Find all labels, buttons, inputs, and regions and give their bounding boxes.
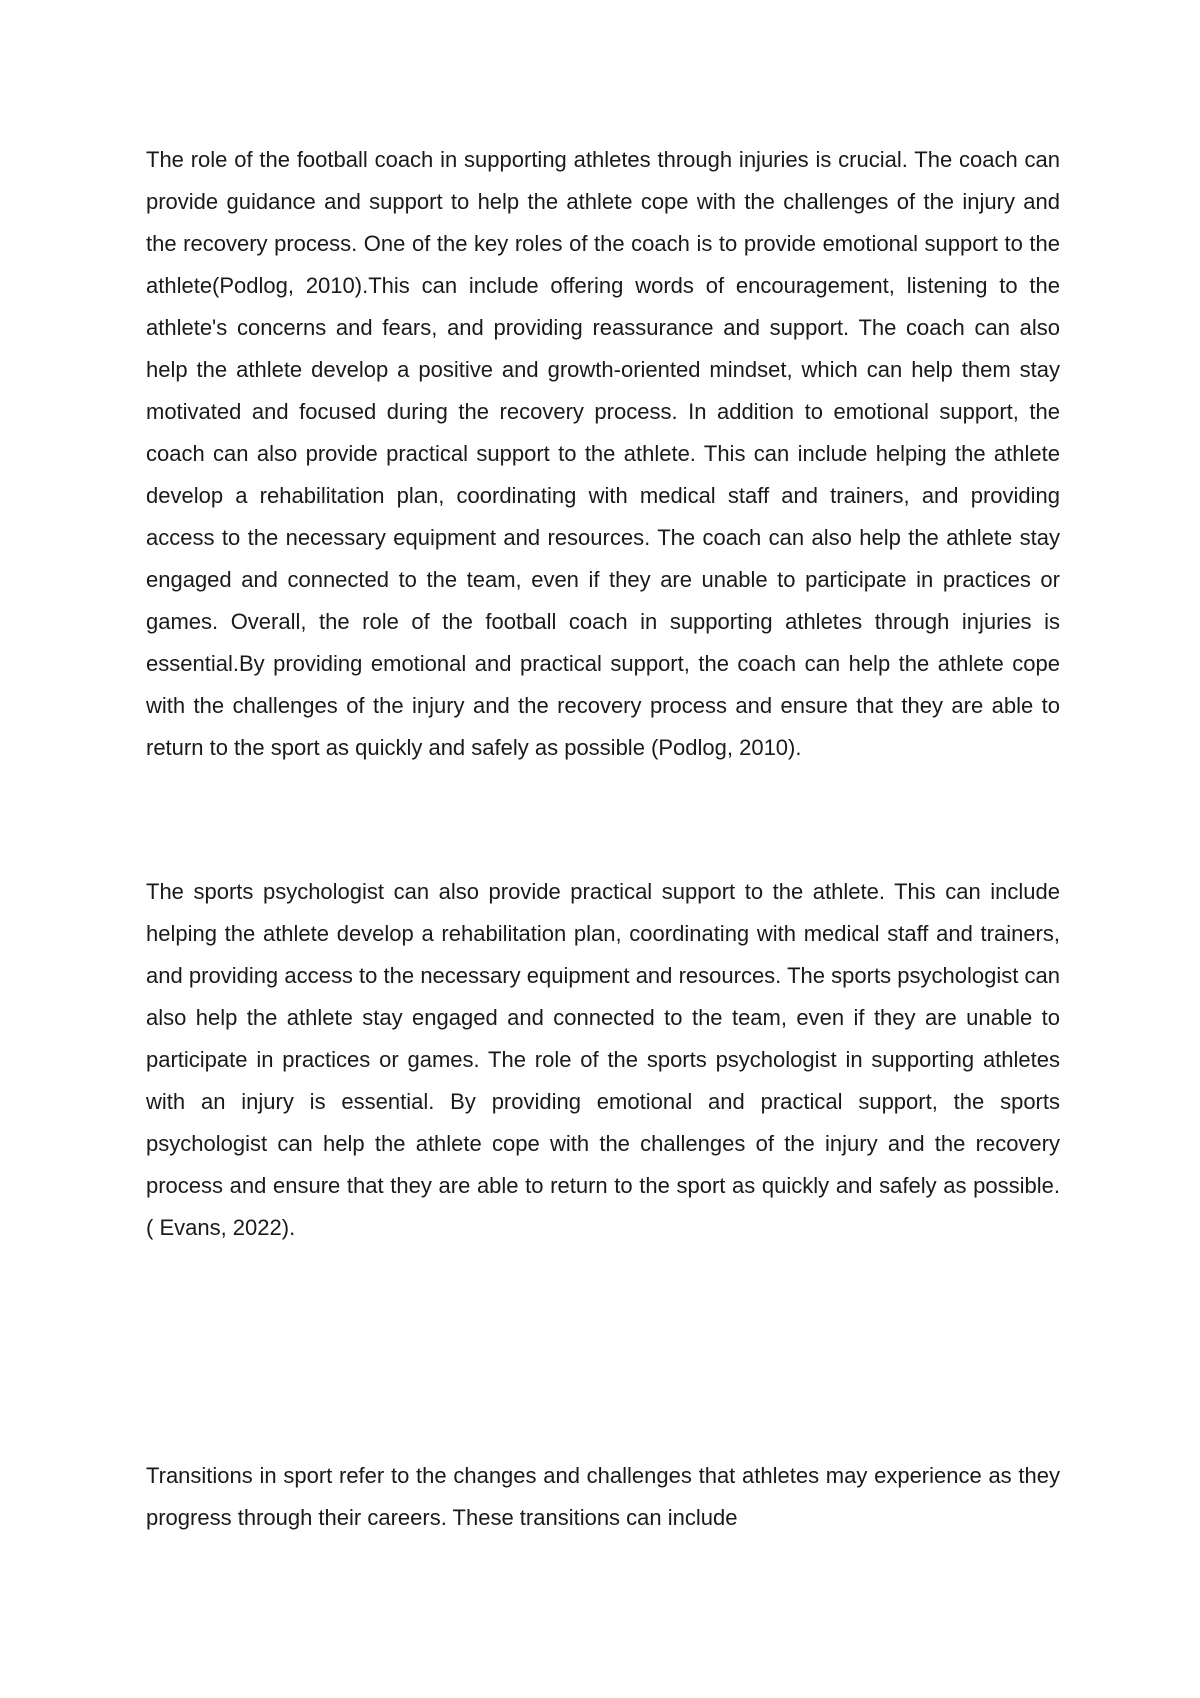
paragraph-sports-psychologist-role: The sports psychologist can also provide practical support to the athlete. This can include helping the athlete develop a rehabilitation plan, coordinating with medical staff and trainers, and providing access to the necessary equipment and resources. The sports psychologist can also help the athlete stay engaged and connected to the team, even if they are unable to participate in practices or games. The role of the sports psychologist in supporting athletes with an injury is essential. By providing emotional and practical support, the sports psychologist can help the athlete cope with the challenges of the injury and the recovery process and ensure that they are able to return to the sport as quickly and safely as possible. ( Evans, 2022).	[146, 879, 1060, 1240]
paragraph-football-coach-role: The role of the football coach in supporting athletes through injuries is crucial. The coach can provide guidance and support to help the athlete cope with the challenges of the injury and the recovery process. One of the key roles of the coach is to provide emotional support to the athlete(Podlog, 2010).This can include offering words of encouragement, listening to the athlete's concerns and fears, and providing reassurance and support. The coach can also help the athlete develop a positive and growth-oriented mindset, which can help them stay motivated and focused during the recovery process. In addition to emotional support, the coach can also provide practical support to the athlete. This can include helping the athlete develop a rehabilitation plan, coordinating with medical staff and trainers, and providing access to the necessary equipment and resources. The coach can also help the athlete stay engaged and connected to the team, even if they are unable to participate in practices or games. Overall, the role of the football coach in supporting athletes through injuries is essential.By providing emotional and practical support, the coach can help the athlete cope with the challenges of the injury and the recovery process and ensure that they are able to return to the sport as quickly and safely as possible (Podlog, 2010).	[146, 147, 1060, 760]
paragraph-transitions-in-sport: Transitions in sport refer to the changes and challenges that athletes may experience as they progress through their careers. These transitions can include	[146, 1463, 1060, 1530]
